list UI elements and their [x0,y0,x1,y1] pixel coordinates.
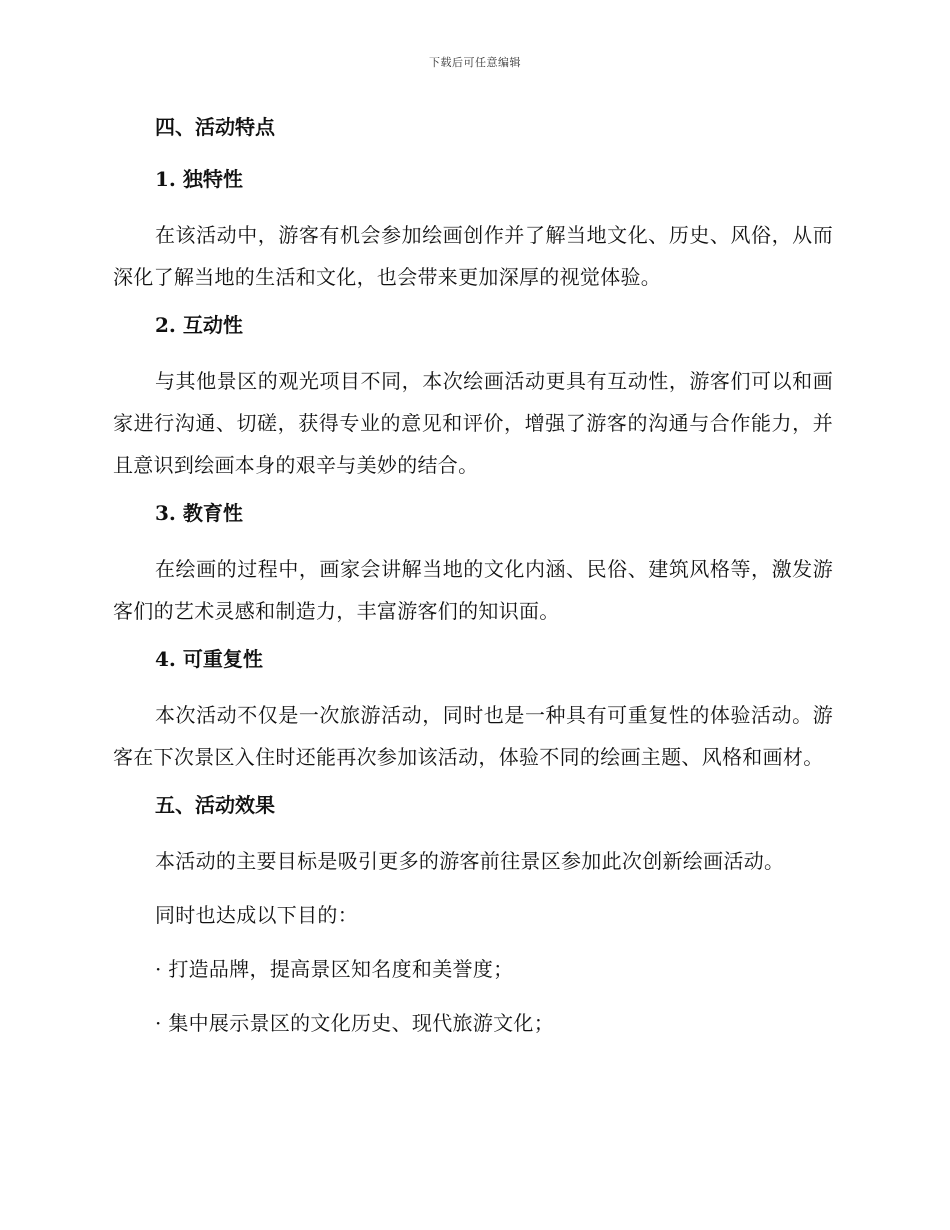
effects-intro: 本活动的主要目标是吸引更多的游客前往景区参加此次创新绘画活动。 [155,849,785,873]
page-header: 下载后可任意编辑 [429,56,521,69]
feature-title-uniqueness: 1. 独特性 [155,167,243,191]
feature-text-repeatability: 本次活动不仅是一次旅游活动，同时也是一种具有可重复性的体验活动。游客在下次景区入住时还能再次参加该活动，体验不同的绘画主题、风格和画材。 [113,703,833,769]
feature-text-interactivity: 与其他景区的观光项目不同，本次绘画活动更具有互动性，游客们可以和画家进行沟通、切磋，获得专业的意见和评价，增强了游客的沟通与合作能力，并且意识到绘画本身的艰辛与美妙的结合。 [113,369,833,477]
feature-title-education: 3. 教育性 [155,501,243,525]
effects-bullet-item: · 集中展示景区的文化历史、现代旅游文化； [155,1011,555,1035]
effects-bullet-item: · 打造品牌，提高景区知名度和美誉度； [155,957,514,981]
feature-title-interactivity: 2. 互动性 [155,313,243,337]
section-title-effects: 五、活动效果 [155,793,275,817]
feature-text-uniqueness: 在该活动中，游客有机会参加绘画创作并了解当地文化、历史、风俗，从而深化了解当地的生活和文化，也会带来更加深厚的视觉体验。 [113,223,833,289]
document-body [113,110,833,1056]
feature-text-education: 在绘画的过程中，画家会讲解当地的文化内涵、民俗、建筑风格等，激发游客们的艺术灵感和制造力，丰富游客们的知识面。 [113,557,833,623]
feature-title-repeatability: 4. 可重复性 [155,647,263,671]
section-title-features: 四、活动特点 [155,115,275,139]
effects-intro-2: 同时也达成以下目的： [155,903,358,927]
